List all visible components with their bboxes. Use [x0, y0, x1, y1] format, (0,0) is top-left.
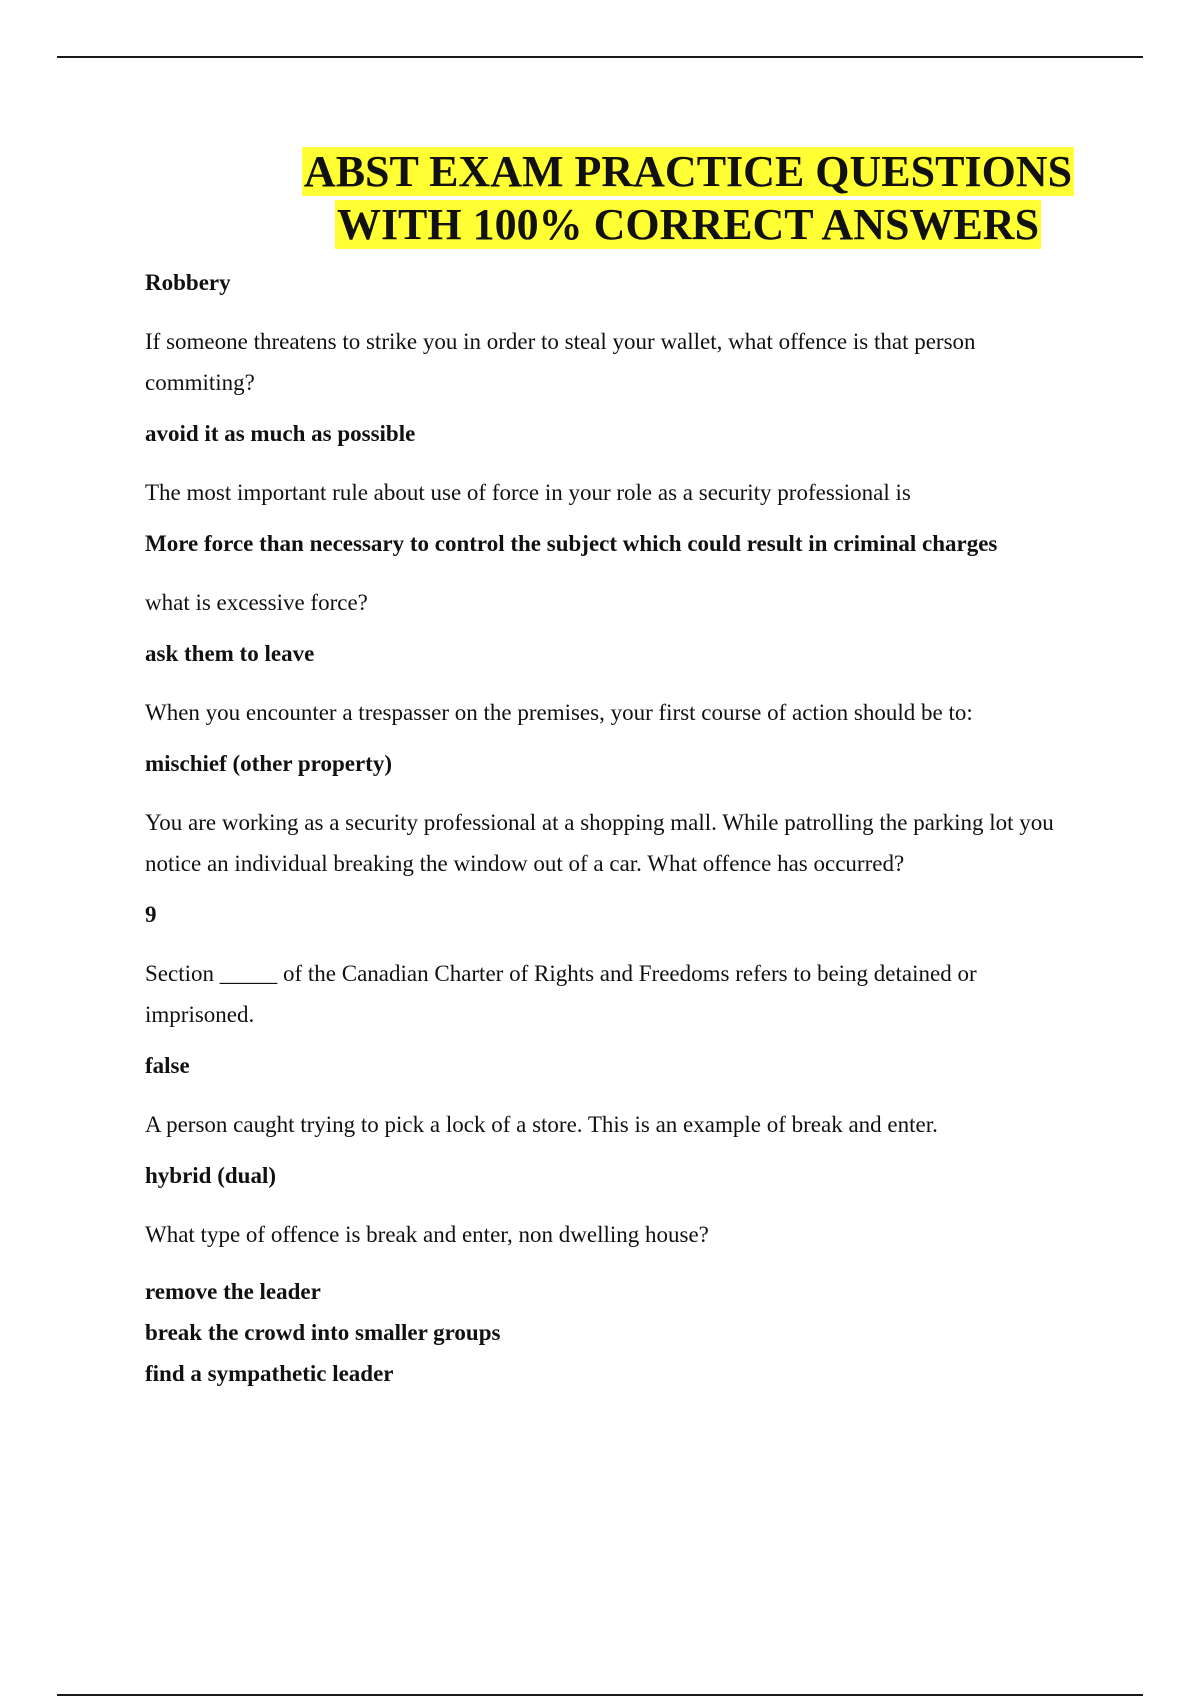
final-answer-1: remove the leader — [145, 1279, 321, 1304]
question-2: The most important rule about use of force in your role as a security professional is — [145, 480, 911, 505]
question-3: what is excessive force? — [145, 590, 368, 615]
answer-4: ask them to leave — [145, 641, 315, 666]
question-7: A person caught trying to pick a lock of a store. This is an example of break and enter. — [145, 1112, 938, 1137]
question-4: When you encounter a trespasser on the premises, your first course of action should be to: — [145, 700, 973, 725]
bottom-rule — [57, 1694, 1143, 1696]
page-title — [200, 145, 1176, 251]
final-answer-2: break the crowd into smaller groups — [145, 1320, 501, 1345]
question-5: You are working as a security professional at a shopping mall. While patrolling the parking lot you notice an individual breaking the window out of a car. What offence has occurred? — [145, 810, 1054, 876]
flashcard-list — [145, 268, 1075, 1394]
answer-1: Robbery — [145, 270, 231, 295]
final-answer-list — [145, 1271, 1075, 1394]
answer-3: More force than necessary to control the subject which could result in criminal charges — [145, 531, 998, 556]
question-8: What type of offence is break and enter, non dwelling house? — [145, 1222, 709, 1247]
answer-2: avoid it as much as possible — [145, 421, 416, 446]
question-6: Section _____ of the Canadian Charter of Rights and Freedoms refers to being detained or imprisoned. — [145, 961, 977, 1027]
title-line-2: WITH 100% CORRECT ANSWERS — [336, 200, 1040, 249]
top-rule — [57, 56, 1143, 58]
answer-7: false — [145, 1053, 190, 1078]
question-1: If someone threatens to strike you in order to steal your wallet, what offence is that person commiting? — [145, 329, 976, 395]
answer-5: mischief (other property) — [145, 751, 392, 776]
answer-6: 9 — [145, 902, 157, 927]
final-answer-3: find a sympathetic leader — [145, 1361, 394, 1386]
answer-8: hybrid (dual) — [145, 1163, 277, 1188]
title-line-1: ABST EXAM PRACTICE QUESTIONS — [303, 147, 1073, 196]
